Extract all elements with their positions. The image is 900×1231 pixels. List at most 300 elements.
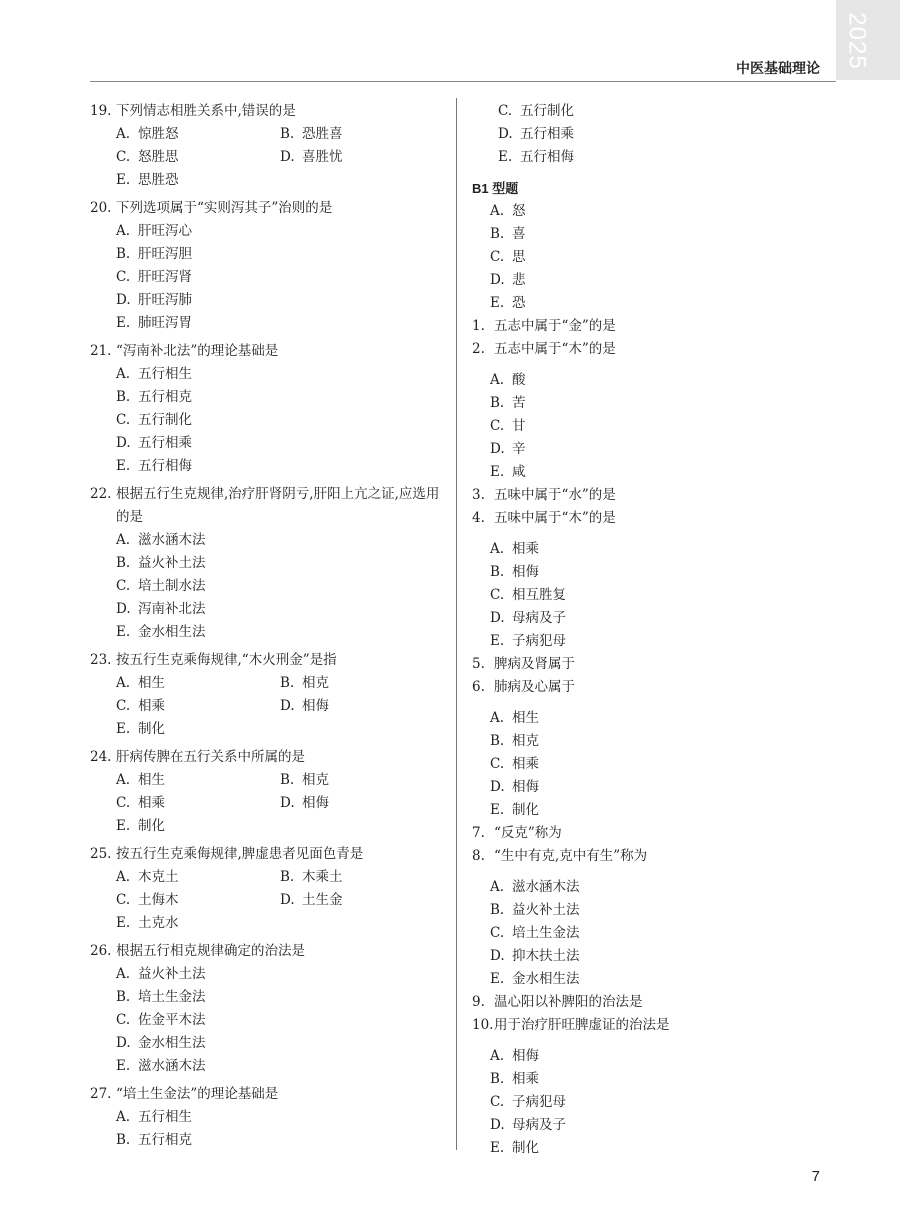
option-letter: C. [490, 418, 505, 434]
option-item [490, 561, 822, 584]
option-text: 五行相乘 [520, 126, 574, 142]
b1-group [472, 707, 822, 868]
option-item [116, 432, 445, 455]
option-text: 泻南补北法 [138, 601, 206, 617]
options-list [90, 769, 445, 838]
option-text: 相生 [138, 772, 165, 788]
question-27 [90, 1083, 445, 1152]
option-letter: D. [490, 1117, 505, 1133]
option-item [116, 912, 280, 935]
option-item [116, 963, 445, 986]
option-text: 五行相克 [138, 389, 192, 405]
option-item [490, 200, 822, 223]
option-letter: C. [490, 756, 505, 772]
options-list [90, 529, 445, 644]
option-item [490, 945, 822, 968]
option-text: 制化 [512, 1140, 539, 1156]
option-text: 土克水 [138, 915, 179, 931]
option-text: 相乘 [512, 1071, 539, 1087]
option-letter: A. [490, 541, 505, 557]
option-letter: A. [116, 366, 131, 382]
b1-group [472, 200, 822, 361]
b1-question [472, 676, 822, 699]
option-text: 金水相生法 [138, 1035, 206, 1051]
options-list [90, 672, 445, 741]
option-letter: A. [116, 869, 131, 885]
option-item [490, 968, 822, 991]
option-text: 培土制水法 [138, 578, 206, 594]
options-list [90, 220, 445, 335]
option-letter: E. [116, 315, 131, 331]
b1-question [472, 1014, 822, 1037]
option-text: 恐胜喜 [302, 126, 343, 142]
option-item [116, 1106, 445, 1129]
option-letter: E. [116, 721, 131, 737]
question-text: 五志中属于“木”的是 [494, 341, 616, 357]
option-letter: D. [116, 601, 131, 617]
question-stem [90, 340, 445, 363]
option-item [116, 386, 445, 409]
option-item [490, 1068, 822, 1091]
option-letter: B. [280, 675, 295, 691]
option-item [116, 792, 280, 815]
option-letter: A. [490, 879, 505, 895]
option-letter: C. [116, 795, 131, 811]
option-letter: E. [116, 458, 131, 474]
question-number: 1. [472, 318, 485, 334]
question-number: 6. [472, 679, 485, 695]
option-text: 相生 [138, 675, 165, 691]
option-letter: A. [490, 1048, 505, 1064]
option-text: 相侮 [512, 564, 539, 580]
option-letter: D. [116, 292, 131, 308]
option-letter: C. [116, 1012, 131, 1028]
question-stem [90, 843, 445, 866]
option-item [280, 146, 444, 169]
b1-group [472, 876, 822, 1037]
option-text: 相侮 [302, 698, 329, 714]
option-item [116, 575, 445, 598]
option-item [280, 695, 444, 718]
option-text: 木乘土 [302, 869, 343, 885]
option-item [116, 621, 445, 644]
question-text: “生中有克,克中有生”称为 [494, 848, 648, 864]
option-letter: E. [116, 172, 131, 188]
question-number: 4. [472, 510, 485, 526]
option-text: 肺旺泻胃 [138, 315, 192, 331]
option-letter: B. [116, 555, 131, 571]
column-divider [456, 98, 457, 1150]
option-text: 五行相生 [138, 366, 192, 382]
option-item [116, 312, 445, 335]
b1-question [472, 991, 822, 1014]
option-item [490, 730, 822, 753]
question-number: 5. [472, 656, 485, 672]
option-text: 益火补土法 [138, 966, 206, 982]
b1-question [472, 338, 822, 361]
option-letter: C. [116, 578, 131, 594]
option-letter: E. [116, 1058, 131, 1074]
option-item [490, 753, 822, 776]
option-letter: A. [116, 772, 131, 788]
b1-question [472, 315, 822, 338]
option-text: 土生金 [302, 892, 343, 908]
option-item [116, 123, 280, 146]
option-item [116, 289, 445, 312]
question-number: 7. [472, 825, 485, 841]
question-text: 五味中属于“水”的是 [494, 487, 616, 503]
option-text: 益火补土法 [512, 902, 580, 918]
page-number: 7 [811, 1168, 820, 1185]
option-item [116, 409, 445, 432]
b1-question [472, 507, 822, 530]
option-item [116, 552, 445, 575]
option-text: 相克 [302, 772, 329, 788]
question-number: 25. [90, 846, 112, 862]
option-letter: D. [280, 149, 295, 165]
option-letter: E. [116, 915, 131, 931]
option-text: 肝旺泻心 [138, 223, 192, 239]
option-text: 咸 [512, 464, 526, 480]
option-item [116, 243, 445, 266]
option-letter: D. [116, 1035, 131, 1051]
option-letter: B. [280, 126, 295, 142]
option-letter: B. [490, 902, 505, 918]
question-number: 21. [90, 343, 112, 359]
option-letter: E. [490, 464, 505, 480]
option-letter: D. [280, 698, 295, 714]
b1-question [472, 484, 822, 507]
b1-question [472, 653, 822, 676]
option-text: 木克土 [138, 869, 179, 885]
option-item [280, 889, 444, 912]
option-text: 母病及子 [512, 1117, 566, 1133]
option-letter: B. [116, 989, 131, 1005]
option-item [490, 707, 822, 730]
option-letter: D. [280, 795, 295, 811]
question-text: 根据五行生克规律,治疗肝肾阴亏,肝阳上亢之证,应选用的是 [116, 486, 440, 525]
option-item [490, 438, 822, 461]
question-text: 根据五行相克规律确定的治法是 [116, 943, 305, 959]
question-text: 下列情志相胜关系中,错误的是 [116, 103, 296, 119]
b1-options [472, 369, 822, 484]
option-text: 五行相克 [138, 1132, 192, 1148]
options-list [90, 866, 445, 935]
option-item [490, 415, 822, 438]
question-22 [90, 483, 445, 644]
option-text: 滋水涵木法 [138, 1058, 206, 1074]
b1-question-groups [472, 200, 822, 1160]
option-text: 相生 [512, 710, 539, 726]
option-letter: A. [116, 675, 131, 691]
option-text: 肝旺泻肺 [138, 292, 192, 308]
option-item [116, 1055, 445, 1078]
option-letter: E. [490, 295, 505, 311]
option-item [490, 223, 822, 246]
option-text: 甘 [512, 418, 526, 434]
option-text: 苦 [512, 395, 526, 411]
option-item [498, 146, 822, 169]
option-text: 喜 [512, 226, 526, 242]
option-text: 金水相生法 [512, 971, 580, 987]
question-21 [90, 340, 445, 478]
option-item [116, 363, 445, 386]
option-letter: E. [490, 1140, 505, 1156]
option-text: 相乘 [138, 698, 165, 714]
option-item [116, 1032, 445, 1055]
question-text: 肺病及心属于 [494, 679, 575, 695]
question-text: 五味中属于“木”的是 [494, 510, 616, 526]
option-item [116, 889, 280, 912]
option-text: 相侮 [512, 1048, 539, 1064]
page-header-title: 中医基础理论 [736, 60, 820, 76]
options-list [90, 123, 445, 192]
option-letter: B. [280, 869, 295, 885]
option-letter: C. [490, 1094, 505, 1110]
question-19 [90, 100, 445, 192]
option-item [498, 123, 822, 146]
option-text: 培土生金法 [138, 989, 206, 1005]
question-stem [90, 100, 445, 123]
option-text: 制化 [138, 721, 165, 737]
option-text: 抑木扶土法 [512, 948, 580, 964]
option-text: 相克 [302, 675, 329, 691]
right-column [472, 100, 822, 1168]
option-text: 五行相侮 [520, 149, 574, 165]
question-text: “泻南补北法”的理论基础是 [116, 343, 279, 359]
question-text: 按五行生克乘侮规律,脾虚患者见面色青是 [116, 846, 364, 862]
option-text: 悲 [512, 272, 526, 288]
b1-group [472, 369, 822, 530]
option-letter: D. [280, 892, 295, 908]
question-stem [90, 746, 445, 769]
option-text: 滋水涵木法 [138, 532, 206, 548]
option-text: 思 [512, 249, 526, 265]
b1-question [472, 822, 822, 845]
option-letter: D. [490, 272, 505, 288]
option-item [116, 529, 445, 552]
option-item [116, 1129, 445, 1152]
question-stem [90, 483, 445, 529]
option-letter: E. [490, 971, 505, 987]
option-item [490, 369, 822, 392]
option-text: 相克 [512, 733, 539, 749]
option-letter: E. [498, 149, 513, 165]
question-number: 22. [90, 486, 112, 502]
option-text: 五行制化 [138, 412, 192, 428]
option-text: 相乘 [138, 795, 165, 811]
option-letter: D. [490, 441, 505, 457]
option-text: 相乘 [512, 756, 539, 772]
question-number: 10. [472, 1017, 494, 1033]
option-text: 培土生金法 [512, 925, 580, 941]
option-item [116, 146, 280, 169]
b1-options [472, 876, 822, 991]
question-stem [90, 197, 445, 220]
option-text: 滋水涵木法 [512, 879, 580, 895]
option-text: 佐金平木法 [138, 1012, 206, 1028]
option-item [490, 292, 822, 315]
option-item [116, 598, 445, 621]
option-letter: D. [498, 126, 513, 142]
option-item [280, 672, 444, 695]
option-text: 相侮 [512, 779, 539, 795]
question-text: 温心阳以补脾阳的治法是 [494, 994, 643, 1010]
option-letter: A. [490, 203, 505, 219]
options-list [90, 363, 445, 478]
option-letter: D. [490, 948, 505, 964]
option-text: 怒胜思 [138, 149, 179, 165]
option-item [116, 695, 280, 718]
question-text: 用于治疗肝旺脾虚证的治法是 [494, 1017, 670, 1033]
option-letter: B. [116, 1132, 131, 1148]
option-item [490, 1045, 822, 1068]
option-item [490, 899, 822, 922]
question-text: 按五行生克乘侮规律,“木火刑金”是指 [116, 652, 337, 668]
option-text: 相互胜复 [512, 587, 566, 603]
option-letter: E. [116, 624, 131, 640]
option-text: 酸 [512, 372, 526, 388]
option-item [490, 246, 822, 269]
option-letter: E. [490, 633, 505, 649]
question-27-continued-options [472, 100, 822, 169]
b1-options [472, 200, 822, 315]
option-text: 制化 [138, 818, 165, 834]
option-item [490, 1091, 822, 1114]
option-text: 子病犯母 [512, 1094, 566, 1110]
option-letter: A. [490, 372, 505, 388]
option-item [490, 630, 822, 653]
option-item [490, 461, 822, 484]
option-letter: B. [116, 246, 131, 262]
question-20 [90, 197, 445, 335]
year-text: 2025 [844, 12, 872, 70]
option-item [490, 1114, 822, 1137]
option-letter: D. [116, 435, 131, 451]
option-item [490, 876, 822, 899]
option-text: 肝旺泻胆 [138, 246, 192, 262]
question-stem [90, 940, 445, 963]
question-text: 五志中属于“金”的是 [494, 318, 616, 334]
option-text: 五行相乘 [138, 435, 192, 451]
option-letter: E. [116, 818, 131, 834]
option-letter: C. [490, 925, 505, 941]
option-item [116, 769, 280, 792]
option-letter: C. [116, 412, 131, 428]
option-item [116, 672, 280, 695]
option-letter: B. [490, 1071, 505, 1087]
option-text: 母病及子 [512, 610, 566, 626]
option-item [498, 100, 822, 123]
option-text: 子病犯母 [512, 633, 566, 649]
option-item [490, 776, 822, 799]
question-number: 27. [90, 1086, 112, 1102]
option-item [490, 392, 822, 415]
option-letter: B. [280, 772, 295, 788]
b1-question [472, 845, 822, 868]
option-letter: A. [116, 223, 131, 239]
option-item [490, 538, 822, 561]
option-item [116, 1009, 445, 1032]
option-text: 惊胜怒 [138, 126, 179, 142]
year-tab-label [842, 4, 872, 78]
options-list [90, 1106, 445, 1152]
option-item [490, 799, 822, 822]
question-number: 2. [472, 341, 485, 357]
option-item [490, 269, 822, 292]
option-item [280, 123, 444, 146]
option-letter: B. [490, 226, 505, 242]
question-24 [90, 746, 445, 838]
option-text: 肝旺泻肾 [138, 269, 192, 285]
option-item [490, 584, 822, 607]
option-letter: C. [116, 149, 131, 165]
option-text: 土侮木 [138, 892, 179, 908]
option-item [116, 455, 445, 478]
question-number: 8. [472, 848, 485, 864]
option-text: 五行相生 [138, 1109, 192, 1125]
question-number: 20. [90, 200, 112, 216]
b1-options [472, 707, 822, 822]
option-letter: D. [490, 779, 505, 795]
b1-options [472, 538, 822, 653]
option-letter: A. [116, 1109, 131, 1125]
option-text: 益火补土法 [138, 555, 206, 571]
option-letter: C. [116, 892, 131, 908]
option-letter: C. [116, 698, 131, 714]
option-item [280, 769, 444, 792]
question-number: 3. [472, 487, 485, 503]
option-text: 相侮 [302, 795, 329, 811]
option-item [116, 866, 280, 889]
header-rule [90, 81, 836, 82]
option-letter: C. [490, 249, 505, 265]
option-letter: B. [490, 395, 505, 411]
option-item [280, 866, 444, 889]
option-letter: C. [116, 269, 131, 285]
question-text: 下列选项属于“实则泻其子”治则的是 [116, 200, 333, 216]
b1-options [472, 1045, 822, 1160]
question-number: 23. [90, 652, 112, 668]
option-item [116, 815, 280, 838]
question-text: 脾病及肾属于 [494, 656, 575, 672]
option-item [280, 792, 444, 815]
option-letter: B. [490, 733, 505, 749]
b1-group [472, 538, 822, 699]
option-item [116, 169, 280, 192]
option-text: 五行制化 [520, 103, 574, 119]
option-text: 怒 [512, 203, 526, 219]
option-text: 辛 [512, 441, 526, 457]
question-stem [90, 649, 445, 672]
option-letter: A. [116, 126, 131, 142]
option-item [116, 266, 445, 289]
option-text: 恐 [512, 295, 526, 311]
option-item [116, 718, 280, 741]
option-letter: D. [490, 610, 505, 626]
b1-group [472, 1045, 822, 1160]
question-text: “反克”称为 [494, 825, 562, 841]
question-text: 肝病传脾在五行关系中所属的是 [116, 749, 305, 765]
option-letter: C. [490, 587, 505, 603]
option-letter: B. [116, 389, 131, 405]
question-stem [90, 1083, 445, 1106]
question-26 [90, 940, 445, 1078]
option-item [116, 986, 445, 1009]
option-letter: C. [498, 103, 513, 119]
option-letter: E. [490, 802, 505, 818]
question-number: 24. [90, 749, 112, 765]
